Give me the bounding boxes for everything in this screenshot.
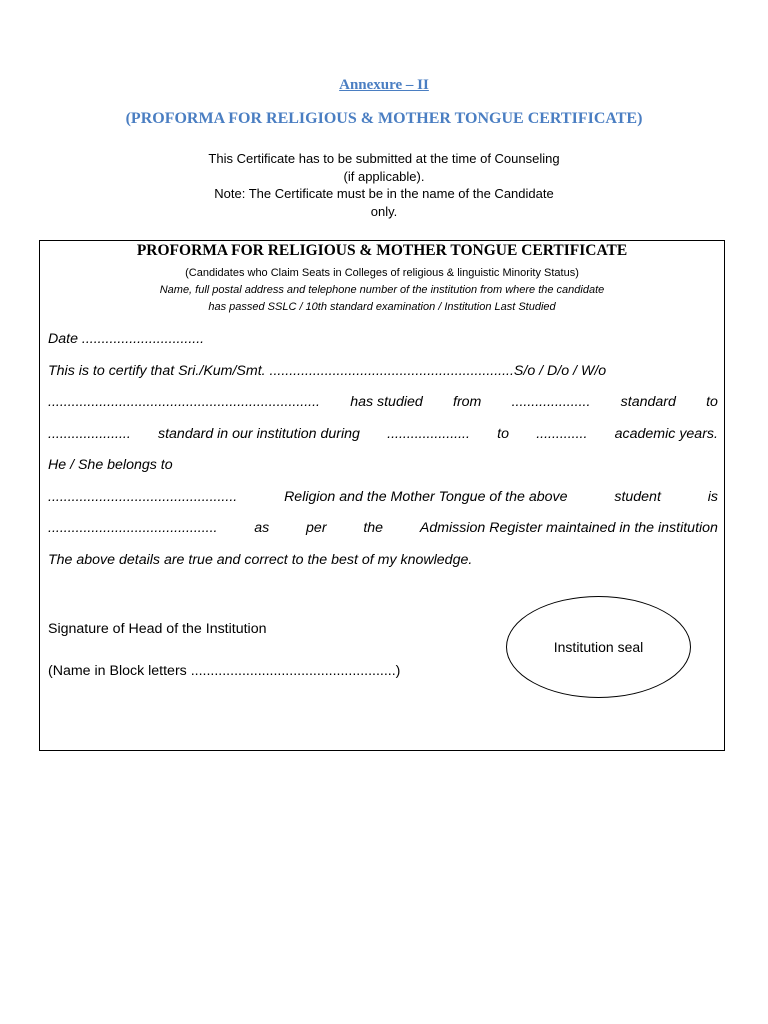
instruction-line-1: This Certificate has to be submitted at the time of Counseling [208,151,560,166]
institution-seal-label: Institution seal [553,639,644,655]
certificate-line-segment: to [706,394,718,410]
certificate-line-segment: Admission Register maintained in the institution [419,520,718,536]
certificate-title: PROFORMA FOR RELIGIOUS & MOTHER TONGUE CERTIFICATE [136,242,628,259]
certificate-line [48,392,718,424]
certificate-line-segment: from [453,394,482,410]
certificate-line-segment: as [254,520,270,536]
certificate-box [39,240,725,751]
annexure-heading: Annexure – II [339,77,429,93]
certificate-line-segment: to [497,425,509,442]
certificate-line [48,424,718,456]
institution-seal [506,596,691,698]
certificate-line-segment: This is to certify that Sri./Kum/Smt. ..............................................................S/o / D/o / W/o [48,362,607,379]
certificate-line [48,361,718,393]
certificate-line-segment: standard in our institution during [158,425,360,442]
certificate-line-segment: ........................................... [48,520,218,536]
certificate-subtitle-block [40,265,724,316]
certificate-line-segment: Religion and the Mother Tongue of the above [284,488,568,505]
instruction-line-2: (if applicable). [343,168,425,184]
certificate-line: He / She belongs to [48,457,173,473]
certificate-line-segment: .................... [511,394,591,410]
certificate-line-segment: ..................................................................... [48,394,320,410]
certificate-note-1: Name, full postal address and telephone number of the institution from where the candidate [159,284,605,296]
certificate-line-segment: ..................... [48,425,131,442]
certificate-body [48,329,718,581]
certificate-subtitle: (Candidates who Claim Seats in Colleges of religious & linguistic Minority Status) [185,267,579,279]
name-block-letters: (Name in Block letters ....................................................) [48,663,401,679]
signature-label: Signature of Head of the Institution [48,621,267,637]
document-title: (PROFORMA FOR RELIGIOUS & MOTHER TONGUE CERTIFICATE) [125,110,643,127]
certificate-line [48,518,718,550]
certificate-line-segment: student [614,488,661,505]
certificate-note-2: has passed SSLC / 10th standard examination / Institution Last Studied [208,301,556,313]
certificate-line-segment: ................................................ [48,488,238,505]
instructions [134,150,634,220]
certificate-line-segment: ............. [536,425,588,442]
certificate-line-segment: academic years. [614,425,718,442]
certificate-line-segment: standard [620,394,676,410]
certificate-line-segment: the [363,520,384,536]
certificate-line: The above details are true and correct to the best of my knowledge. [48,551,473,568]
certificate-line-segment: is [707,488,718,505]
instruction-line-3: Note: The Certificate must be in the name of the Candidate [214,186,554,201]
certificate-line: Date ............................... [48,331,205,347]
certificate-line-segment: has studied [350,394,423,410]
certificate-line-segment: per [306,520,327,536]
certificate-line-segment: ..................... [387,425,470,442]
certificate-line [48,487,718,519]
instruction-line-4: only. [370,203,398,219]
